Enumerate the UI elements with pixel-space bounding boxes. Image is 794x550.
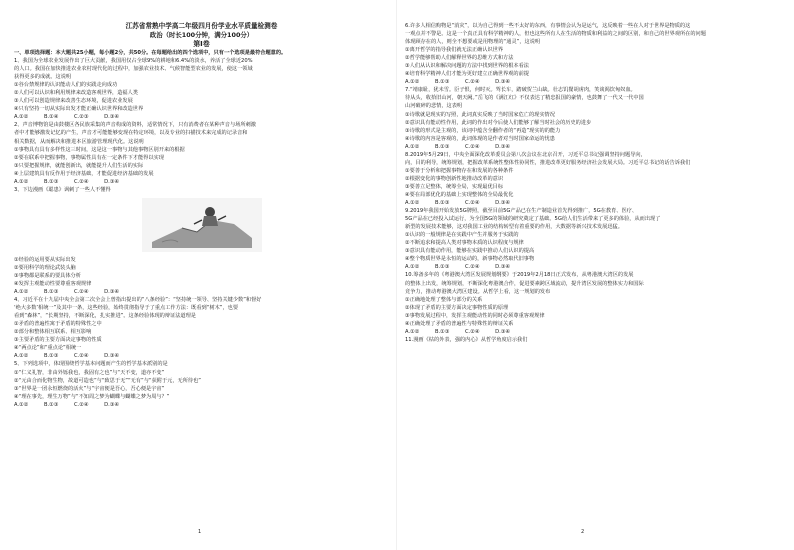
text-line: 一观点并不警是。这是一个真正具有科学精神的人，但也这些所有人在生活的物质和利益的之间的区别，和自己的世界观所在的问题 [405,31,706,38]
text-line: ①诗歌就是现实的写照，此词真实反映了当时国家危亡的现实情况 [405,111,555,118]
cartoon-illustration [142,198,262,252]
text-line: ②“元由合而化物生物，故道可造也”与“致思于无”“无有”与“获附于元，无所待也” [14,377,201,384]
text-line: 5、下列选项中，体现围绕哲学基本问题而产生的哲学基本派别的是 [14,361,168,368]
text-line: ④“两点论”和“重点论”相统一 [14,345,82,352]
text-line: ①谷台禁规律的认识能动人们的实践走向成功 [14,82,118,89]
text-line: 体现顾存在的人，则全不想要或是用物理的“通灵”，这说明 [405,39,541,46]
answer-options: A.①② B.①③ C.②④ D.③④ [405,264,511,271]
text-line: 3、下边漫画《聪患》讽刺了一些人不懂得 [14,186,111,193]
answer-options: A.①② B.①③ C.②④ D.③④ [405,79,511,86]
text-line: ④“理在事先，理生万物”与“不知周之梦为蝴蝶与蝴蝶之梦为周与？” [14,393,170,400]
text-line: ③意识具有能动作用，能够在实践中推动人们认识的提高 [405,248,535,255]
text-line: 者中才能够激发记忆的产生，声音才可能能够变现在特定环境，以及专业的扫描技术来完成的记录音和 [14,130,248,137]
exam-subtitle: 政治（时长100分钟，满分100分） [149,31,254,39]
text-line: ③只要把握规律，就能创新出，就能提升人们生活的实际 [14,162,144,169]
text-line: ④要在局部优化的基础上实现整体的全局最优化 [405,191,514,198]
exam-title: 江苏省常熟中学高二年级四月份学业水平质量检测卷 [125,22,278,30]
text-line: ②要在联系中把握事物，事物属性具有在一定条件下才能得以实现 [14,154,164,161]
text-line: ②要用科学的理论武装头脑 [14,264,76,271]
text-line: ①正确地处理了整体与部分的关系 [405,296,483,303]
text-line: 新型的发展技术能够，这对我国工业的结构转型有着重要的作用，大数据等新兴技术发展迅猛。 [405,224,623,231]
text-line: ③主要矛盾的主要方面决定事物的性质 [14,337,102,344]
text-line: ①经验的运用要从实际出发 [14,256,76,263]
text-line: ④整个物质世界是永恒的运动的，新事物必然取代旧事物 [405,256,535,263]
left-question-block [14,57,389,194]
text-line: 向，目的利导，统筹规划，把握改革系统性整体性协同性，推进改革更好服务经济社会发展大局。习近平总书记的话告诉我们 [405,159,691,166]
text-line: 山河破碎的悲情，这表明 [405,103,463,110]
text-line: ④培育科学精神人们才能为更好建立正确世界观的前提 [405,71,529,78]
text-line: 8.2019年5月29日，中央全面深化改革委员会第八次会议在北京召开，习近平总书记强调坚持问题导向， [405,151,646,158]
volume-heading: 第Ⅰ卷 [193,40,210,48]
answer-options: A.①② B.①③ C.②④ D.③④ [405,200,511,207]
page-number: 1 [198,528,202,535]
text-line: 6.许多人相信购物是“消灾”，以为自己得到一些不太好的东西，有事情会认为是运气，这反映着一些在人对于世界是物质的这 [405,23,691,29]
text-line: ②部分和整体相互联系、相互影响 [14,329,92,336]
text-line: 看到“森林”，“长期坚持，不断深化，扎实推进”。这条经验体现的辩证法道理是 [14,313,196,320]
answer-options: A.①② B.①③ C.②④ D.③④ [405,143,511,150]
text-line: ②人们可以认识和利用规律来改造客观世界，造福人类 [14,90,138,97]
text-line: ④发挥主观能动性要尊重客观规律 [14,280,92,287]
text-line: 5G产品在已经投入试运行，为全国5G的领域的研究奠定了基础。5G给人们生活带来了更多的体验，从而出现了 [405,216,661,223]
text-line: ②哲学能够帮助人们解释世界的思维方式和方法 [405,55,514,62]
page-number: 2 [581,528,585,535]
text-line: ③人们从认识和解决问题的方法中找到世界的根本看法 [405,63,529,70]
text-line: 1、我国为全球农业发展作出了巨大贡献，我国用仅占全球9%的耕地和6.4%的淡水，养活了全球近20% [14,58,253,65]
text-line: ②不断追求和提高人类对事物本质的认识程度与规律 [405,240,524,247]
text-line: ③人们可以创造规律来改善生态环境，促进农业发展 [14,98,133,105]
text-line: ②根据变化的事物创新性地推动改革的意识 [405,175,504,182]
text-line: 9.2019年我国开始发放5G牌照，截至目前5G产品已在生产制造业首先得到推广，5G在教育、医疗、 [405,208,638,215]
text-line: ②体现了矛盾的主要方面决定事物性质的原理 [405,304,509,311]
text-line: 2、声音博物馆是由鼓楼区各民族采集的声音构成的资料，适常情况下，只有消费者在某种声音与场所刺激 [14,122,256,129]
text-line: ③诗歌的形式是主观的，该词中蕴含全翻作者的“再造”现实的的能力 [405,127,561,134]
text-line: 4、习近平在十九届中央全会第二次全会上曾指出提出的“八条经验”：“坚持统一领导、坚持关键少数”和督好 [14,297,262,304]
text-line: ①事物具有具有多样性这三时间，这是这一事物与其他事物区别开来的根据 [14,146,185,153]
answer-options: A.①② B.①③ C.②④ D.③④ [405,328,511,335]
answer-options: A.①② B.①③ C.②④ D.③④ [14,353,120,360]
right-question-block [405,22,780,344]
text-line: ③事物都是联系的要具体分析 [14,272,81,279]
text-line: ①“仁义礼智，非由外铄我也，我固有之也”与“天不变，道亦不变” [14,369,165,376]
text-line: 待从头，收拾旧山河，朝天阙。”岳飞的《满江红》不仅表达了精忠报国的豪情，也鼓舞了一代又一代中国 [405,95,644,102]
text-line: 竞争力，推动粤港澳大湾区建设。从哲学上看，这一规划的发布 [405,288,551,295]
text-line: ③事物发展过程中，发挥主观能动性的同时必须尊重客观规律 [405,312,545,319]
text-line: 11.漫画《枯的外表，强的内心》从哲学角度启示我们 [405,336,528,343]
text-line: 获得更多的成就。这说明 [14,74,72,81]
text-line: ①要善于分析和把握事物存在和发展的各种条件 [405,167,514,174]
cartoon-image [14,197,389,253]
left-question-block-after [14,256,389,409]
text-line: 7.“靖康耻，犹未雪。臣子恨，何时灭。驾长车，踏破贺兰山缺。壮志饥餐胡虏肉，笑谈渴饮匈奴血。 [405,87,636,94]
text-line: ①矛盾的普遍性寓于矛盾的特殊性之中 [14,321,102,328]
text-line: ①认识的一般规律是在实践中产生并服务于实践的 [405,232,519,239]
text-line: 相关数据，从而解决和推进本区旅游管理现代化。这说明 [14,138,144,145]
answer-options: A.①② B.①③ C.②④ D.③④ [14,289,120,296]
text-line: ④诗歌的内容是客观的，此词体现的是作者对当时国家命运的忧患 [405,135,555,142]
exam-page-right [397,0,794,550]
section-instructions: 一、单项选择题：本大题共25小题，每小题2分，共50分。在每题给出的四个选项中，只有一个选项是最符合题意的。 [14,50,287,56]
answer-options: A.①② B.①④ C.②③ D.③④ [14,114,120,121]
text-line: 的人口。我国在加快推进农业农村现代化的过程中，加强农业技术、气候智能型农业的发展，使这一领域 [14,66,253,73]
text-line: ③“世界是一团永恒燃烧的活火”与“宇宙便是吾心，吾心便是宇宙” [14,385,165,392]
answer-options: A.①② B.①③ C.②④ D.③④ [14,178,120,185]
text-line: ‘绝大多数’相统一”及其中一条，这些经验，始终贯彻指导于了重点工作方法：既看到“树木”，也要 [14,305,239,312]
text-line: ④正确处理了矛盾的普遍性与特殊性的辩证关系 [405,320,514,327]
answer-options: A.①② B.①③ C.②④ D.③④ [14,401,120,408]
text-line: 10.筹备多年的《粤港澳大湾区发展规划纲要》于2019年2月18日正式发布，从粤港澳大湾区的发展 [405,272,634,279]
text-line: ③要善立足整体，统筹全局，实现最优目标 [405,183,504,190]
text-line: ①离开哲学的指导我们就无法正确认识世界 [405,47,504,54]
text-line: 的整体上出发，统筹规划，不断深化粤港澳合作，促进要素跨区域流动，提升湾区发展的整体实力和国际 [405,280,644,287]
text-line: ④上层建筑具有反作用于经济基础，才能促进经济基础的发展 [14,170,154,177]
text-line: ②意识具有能动性作用，此词的作出对今后使人们能够了解当时社会的历史的进步 [405,119,592,126]
text-line: ④只有坚持一切从实际出发才能正确认识世界和改造世界 [14,106,144,113]
